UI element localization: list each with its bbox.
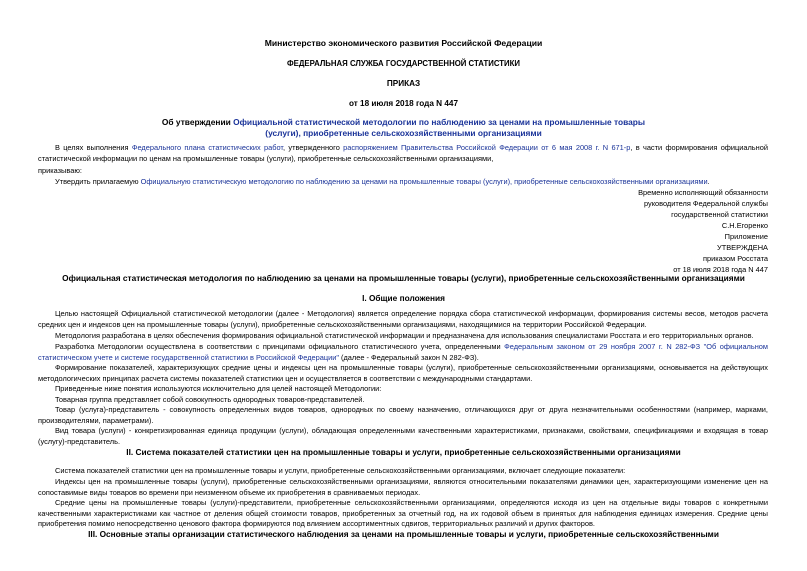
- intro-text-a: В целях выполнения: [55, 143, 132, 152]
- methodology-link[interactable]: Официальную статистическую методологию по наблюдению за ценами на промышленные товары (услуги), приобретенные сельскохозяйственными организациями: [140, 177, 708, 186]
- intro-text-b: , утвержденного: [283, 143, 344, 152]
- appendix-approved: УТВЕРЖДЕНА: [717, 243, 768, 252]
- order-title: [150, 117, 657, 139]
- service-name: ФЕДЕРАЛЬНАЯ СЛУЖБА ГОСУДАРСТВЕННОЙ СТАТИСТИКИ: [286, 59, 521, 68]
- signature-name: С.Н.Егоренко: [721, 221, 768, 230]
- section-2-paragraph-1: Система показателей статистики цен на промышленные товары и услуги, приобретенные сельскохозяйственными организациями, включает следующие показатели:: [55, 466, 626, 475]
- section-3-heading: III. Основные этапы организации статистического наблюдения за ценами на промышленные товары и услуги, приобретенные сельскохозяйственными: [88, 529, 719, 539]
- order-word: приказываю:: [38, 166, 82, 175]
- methodology-title: Официальная статистическая методология по наблюдению за ценами на промышленные товары (услуги), приобретенные сельскохозяйственными организациями: [62, 273, 745, 283]
- signature-line-2: руководителя Федеральной службы: [643, 199, 768, 208]
- approve-text-b: .: [707, 177, 710, 186]
- signature-block: [638, 187, 768, 275]
- order-title-prefix: Об утверждении: [161, 117, 234, 127]
- section-1-paragraph-7: Товар (услуга)-представитель - совокупность определенных видов товаров, однородных по своему назначению, отличающихся друг от друга незначительными особенностями (например, марками, производителями, параметрами).: [38, 405, 768, 425]
- law-text-b: (далее - Федеральный закон N 282-ФЗ).: [338, 352, 479, 362]
- intro-text-c: , в части формирования официальной статистической информации по ценам на промышленные товары (услуги), приобретенные сельскохозяйственными организациями,: [38, 143, 768, 163]
- intro-paragraph-2: [38, 177, 768, 188]
- law-text-a: Разработка Методологии осуществлена в соответствии с принципами официального статистического учета, определенными: [55, 342, 505, 351]
- section-1-paragraph-4: Формирование показателей, характеризующих средние цены и индексы цен на промышленные товары (услуги), приобретенные сельскохозяйственными организациями, основывается на действующих методологических принципах расчета системы показателей статистики цен и осуществляется в соответствии с международными стандартами.: [38, 363, 768, 383]
- federal-law-link[interactable]: Федеральным законом от 29 ноября 2007 г. N 282-ФЗ "Об официальном статистическом учете и системе государственной статистики в Российской Федерации": [38, 342, 768, 362]
- section-2-heading: II. Система показателей статистики цен на промышленные товары и услуги, приобретенные сельскохозяйственными организациями: [126, 447, 681, 457]
- signature-line-1: Временно исполняющий обязанности: [638, 188, 768, 197]
- section-1-paragraph-6: Товарная группа представляет собой совокупность однородных товаров-представителей.: [55, 395, 365, 404]
- section-2-paragraph-3: Средние цены на промышленные товары (услуги)-представители, приобретенные сельскохозяйственными организациями, определяются исходя из цен на отдельные виды товаров с конкретными качественными характеристиками как частное от деления общей стоимости товаров, приобретенных за отчетный год, на их годовой объем в принятых для наблюдения единицах измерения. Средние цены приобретения помимо непосредственно ценового фактора формируются под влиянием ассортиментных сдвигов, территориальных различий и других факторов.: [38, 498, 768, 528]
- order-title-link[interactable]: Официальной статистической методологии по наблюдению за ценами на промышленные товары (услуги), приобретенные сельскохозяйственными организациями: [233, 117, 646, 138]
- section-1-paragraph-8: Вид товара (услуги) - конкретизированная единица продукции (услуги), обладающая определенными качественными характеристиками, признаками, свойствами, спецификациями и входящая в товар (услугу)-представитель.: [38, 426, 768, 446]
- section-2-paragraph-2: Индексы цен на промышленные товары (услуги), приобретенные сельскохозяйственными организациями, являются относительными показателями динамики цен, характеризующими изменение цен на сопоставимые виды товаров во времени при неизменном объеме их приобретения в сравниваемых периодах.: [38, 477, 768, 497]
- section-1-heading: I. Общие положения: [362, 293, 445, 303]
- signature-line-3: государственной статистики: [671, 210, 768, 219]
- intro-paragraph-1: [38, 143, 768, 164]
- appendix-date: от 18 июля 2018 года N 447: [673, 265, 768, 274]
- government-order-link[interactable]: распоряжением Правительства Российской Федерации от 6 мая 2008 г. N 671-р: [343, 143, 631, 152]
- section-1-paragraph-2: Методология разработана в целях обеспечения формирования официальной статистической информации и предназначена для использования специалистами Росстата и его территориальных органов.: [55, 331, 754, 340]
- section-1-paragraph-1: Целью настоящей Официальной статистической методологии (далее - Методология) является определение порядка сбора статистической информации, формирования системы весов, методов расчета средних цен и индексов цен на промышленные товары (услуги), приобретенные сельскохозяйственными организациями, находящимися на территории Российской Федерации.: [38, 309, 768, 329]
- federal-plan-link[interactable]: Федерального плана статистических работ: [131, 143, 283, 152]
- doc-type: ПРИКАЗ: [386, 79, 421, 88]
- appendix-by-order: приказом Росстата: [703, 254, 768, 263]
- doc-date-number: от 18 июля 2018 года N 447: [348, 99, 459, 108]
- approve-text-a: Утвердить прилагаемую: [55, 177, 141, 186]
- ministry-name: Министерство экономического развития Российской Федерации: [264, 38, 543, 48]
- appendix-label: Приложение: [724, 232, 768, 241]
- section-1-paragraph-3: [38, 342, 768, 363]
- section-1-paragraph-5: Приведенные ниже понятия используются исключительно для целей настоящей Методологии:: [55, 384, 382, 393]
